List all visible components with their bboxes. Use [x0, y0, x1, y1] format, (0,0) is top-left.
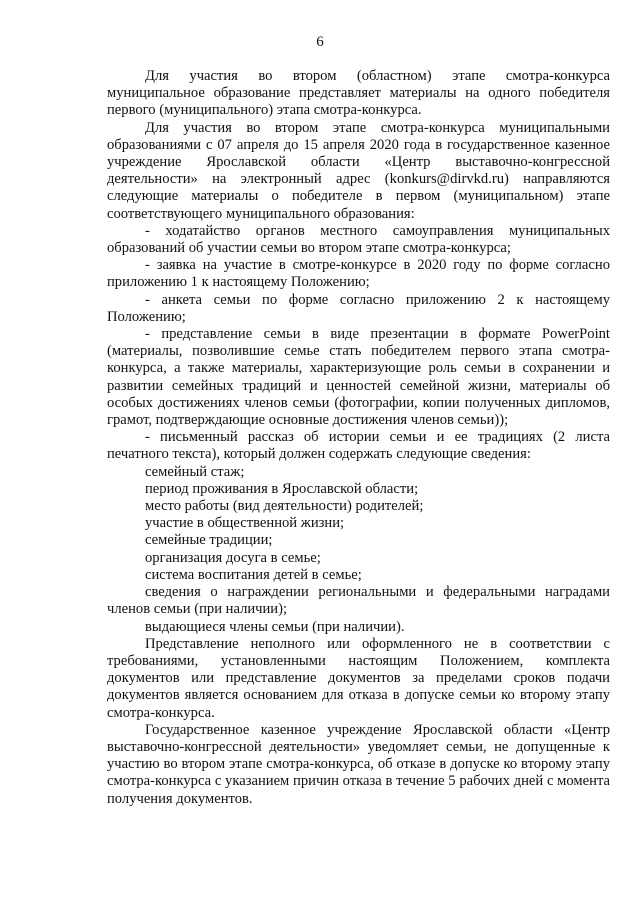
list-item-questionnaire: - анкета семьи по форме согласно приложению 2 к настоящему Положению;	[107, 291, 610, 325]
page-number: 6	[316, 34, 324, 50]
paragraph-rejection-notice: Государственное казенное учреждение Ярославской области «Центр выставочно-конгрессной деятельности» уведомляет семьи, не допущенные к участию во втором этапе смотра-конкурса, об отказе в допуске ко второму этапу смотра-конкурса с указанием причин отказа в течение 5 рабочих дней с момента получения документов.	[107, 721, 610, 807]
list-item-family-story: - письменный рассказ об истории семьи и ее традициях (2 листа печатного текста), который должен содержать следующие сведения:	[107, 429, 610, 463]
story-item-residence-period: период проживания в Ярославской области;	[145, 480, 419, 497]
list-item-application: - заявка на участие в смотре-конкурсе в 2020 году по форме согласно приложению 1 к настоящему Положению;	[107, 257, 610, 291]
story-item-parents-work: место работы (вид деятельности) родителей;	[145, 498, 424, 515]
story-item-outstanding-members: выдающиеся члены семьи (при наличии).	[145, 618, 405, 635]
story-item-upbringing: система воспитания детей в семье;	[145, 566, 362, 583]
paragraph-rejection-grounds: Представление неполного или оформленного не в соответствии с требованиями, установленными настоящим Положением, комплекта документов или представление документов за пределами сроков подачи документов является основанием для отказа в допуске семьи ко второму этапу смотра-конкурса.	[107, 635, 610, 721]
story-item-leisure: организация досуга в семье;	[145, 549, 321, 566]
story-item-family-traditions: семейные традиции;	[145, 532, 273, 549]
story-item-public-life: участие в общественной жизни;	[145, 515, 345, 532]
document-body	[107, 68, 610, 808]
list-item-petition: - ходатайство органов местного самоуправления муниципальных образований об участии семьи во втором этапе смотра-конкурса;	[107, 222, 610, 257]
list-item-presentation: - представление семьи в виде презентации в формате PowerPoint (материалы, позволившие семье стать победителем первого этапа смотра-конкурса, а также материалы, характеризующие роль семьи в сохранении и развитии семейных традиций и ценностей семейной жизни, материалы об особых достижениях членов семьи (фотографии, копии полученных дипломов, грамот, подтверждающие основные достижения членов семьи));	[107, 326, 610, 429]
story-item-awards: сведения о награждении региональными и федеральными наградами членов семьи (при наличии);	[107, 584, 610, 618]
paragraph-participation-intro: Для участия во втором (областном) этапе смотра-конкурса муниципальное образование представляет материалы на одного победителя первого (муниципального) этапа смотра-конкурса.	[107, 68, 610, 119]
story-item-family-tenure: семейный стаж;	[145, 463, 245, 480]
paragraph-materials-submission: Для участия во втором этапе смотра-конкурса муниципальными образованиями с 07 апреля до 15 апреля 2020 года в государственное казенное учреждение Ярославской области «Центр выставочно-конгрессной деятельности» на электронный адрес (konkurs@dirvkd.ru) направляются следующие материалы о победителе в первом (муниципальном) этапе соответствующего муниципального образования:	[107, 119, 610, 222]
